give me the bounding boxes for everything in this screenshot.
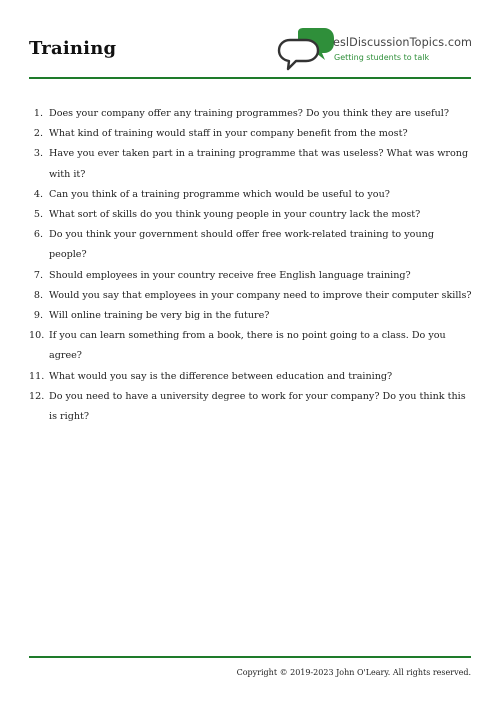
question-number: 4. [33, 188, 43, 200]
footer-divider [29, 656, 471, 658]
question-item [29, 144, 473, 184]
question-item [29, 205, 473, 225]
question-text: Can you think of a training programme which would be useful to you? [49, 188, 390, 200]
question-text: Would you say that employees in your company need to improve their computer skills? [49, 289, 472, 301]
question-item [29, 306, 473, 326]
question-text: What kind of training would staff in your company benefit from the most? [49, 128, 408, 140]
question-item [29, 185, 473, 205]
question-text: Do you think your government should offer free work-related training to young people? [49, 229, 434, 261]
question-item [29, 367, 473, 387]
question-number: 9. [33, 310, 43, 322]
question-text: What would you say is the difference between education and training? [49, 370, 393, 382]
question-number: 1. [33, 108, 43, 119]
question-number: 5. [33, 209, 43, 221]
question-item [29, 124, 473, 144]
question-number: 11. [29, 370, 45, 382]
brand-block[interactable] [276, 26, 471, 76]
question-text: Should employees in your country receive free English language training? [49, 269, 411, 281]
question-list [29, 104, 473, 427]
question-item [29, 286, 473, 306]
question-number: 6. [33, 229, 43, 241]
header-divider [29, 77, 471, 79]
page-title: Training [29, 38, 117, 59]
question-number: 12. [29, 390, 45, 402]
speech-bubbles-icon [276, 28, 338, 74]
question-number: 2. [33, 128, 43, 140]
question-number: 8. [33, 289, 43, 301]
question-item [29, 387, 473, 427]
question-number: 3. [33, 148, 43, 160]
copyright-notice: Copyright © 2019-2023 John O'Leary. All rights reserved. [236, 668, 471, 677]
brand-tagline: Getting students to talk [334, 53, 430, 62]
question-text: Does your company offer any training programmes? Do you think they are useful? [49, 108, 449, 119]
question-text: Have you ever taken part in a training programme that was useless? What was wrong with it? [49, 148, 469, 180]
question-item [29, 266, 473, 286]
question-number: 10. [29, 330, 45, 342]
question-item [29, 326, 473, 366]
question-text: What sort of skills do you think young people in your country lack the most? [49, 209, 421, 221]
page-header [29, 26, 471, 80]
question-item [29, 104, 473, 124]
question-number: 7. [33, 269, 43, 281]
question-text: If you can learn something from a book, there is no point going to a class. Do you agree? [49, 330, 446, 362]
brand-name: eslDiscussionTopics.com [333, 36, 473, 49]
question-text: Do you need to have a university degree to work for your company? Do you think this is right? [49, 390, 466, 423]
question-item [29, 225, 473, 265]
question-text: Will online training be very big in the future? [49, 310, 270, 322]
